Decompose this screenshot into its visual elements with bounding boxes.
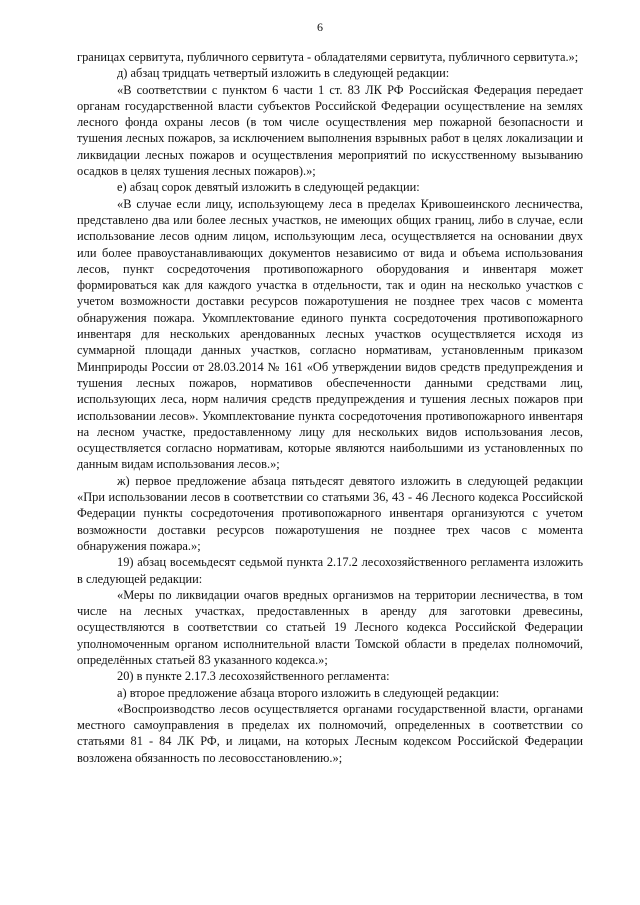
page-number: 6 [317,20,323,34]
paragraph-item-d: д) абзац тридцать четвертый изложить в следующей редакции: [117,66,450,81]
paragraph-continuation: границах сервитута, публичного сервитута - обладателями сервитута, публичного сервитута.»; [77,50,579,64]
paragraph-quote-reforestation: «Воспроизводство лесов осуществляется органами государственной власти, органами местного самоуправления в пределах их полномочий, определенных в соответствии со статьями 81 - 84 ЛК РФ, и лицами, на которых Лесным кодексом Российской Федерации возложена обязанность по лесовосстановлению.»; [77,701,583,765]
paragraph-quote-fire-equipment: «В случае если лицу, использующему леса в пределах Кривошеинского лесничества, представлено два или более лесных участков, не имеющих общих границ, либо в случае, если использование лесов одним лицом, использующим леса, осуществляется на основании двух или более правоустанавливающих документов независимо от вида и объема использования лесов, пункт сосредоточения противопожарного оборудования и инвентаря может формироваться как для каждого участка в отдельности, так и один на несколько участков с учетом возможности доставки ресурсов пожаротушения не позднее трех часов с момента обнаружения пожара. Укомплектование единого пункта сосредоточения противопожарного инвентаря для нескольких арендованных лесных участков осуществляется исходя из суммарной площади данных участков, согласно нормативам, установленным приказом Минприроды России от 28.03.2014 № 161 «Об утверждении видов средств предупреждения и тушения лесных пожаров, нормативов обеспеченности данными средствами лиц, использующих леса, норм наличия средств предупреждения и тушения лесных пожаров при использовании лесов». Укомплектование пункта сосредоточения противопожарного инвентаря на лесном участке, предоставленному лицу для нескольких видов использования лесов, осуществляется согласно нормативам, которые являются наибольшими из установленных по данным видам использования лесов.»; [77,196,583,472]
paragraph-item-e: е) абзац сорок девятый изложить в следующей редакции: [117,180,420,195]
paragraph-item-20: 20) в пункте 2.17.3 лесохозяйственного регламента: [117,669,390,684]
paragraph-item-19: 19) абзац восемьдесят седьмой пункта 2.17.2 лесохозяйственного регламента изложить в следующей редакции: [77,555,583,586]
paragraph-quote-pest-control: «Меры по ликвидации очагов вредных организмов на территории лесничества, в том числе на лесных участках, предоставленных в аренду для заготовки древесины, осуществляются в соответствии со статьей 19 Лесного кодекса Российской Федерации уполномоченным органом исполнительной власти Томской области в пределах полномочий, определённых статьей 83 указанного кодекса.»; [77,587,583,667]
paragraph-item-zh: ж) первое предложение абзаца пятьдесят девятого изложить в следующей редакции «При использовании лесов в соответствии со статьями 36, 43 - 46 Лесного кодекса Российской Федерации пункты сосредоточения противопожарного инвентаря организуются с учетом возможности доставки ресурсов пожаротушения не позднее трех часов с момента обнаружения пожара.»; [77,473,583,553]
document-body [77,49,583,766]
paragraph-quote-forest-protection: «В соответствии с пунктом 6 части 1 ст. 83 ЛК РФ Российская Федерация передает органам государственной власти субъектов Российской Федерации осуществление на землях лесного фонда охраны лесов (в том числе осуществления мер пожарной безопасности и тушения лесных пожаров, за исключением выполнения взрывных работ в целях локализации и ликвидации лесных пожаров и осуществления мероприятий по искусственному вызыванию осадков в целях тушения лесных пожаров).»; [77,82,583,179]
paragraph-item-a: а) второе предложение абзаца второго изложить в следующей редакции: [117,685,500,700]
